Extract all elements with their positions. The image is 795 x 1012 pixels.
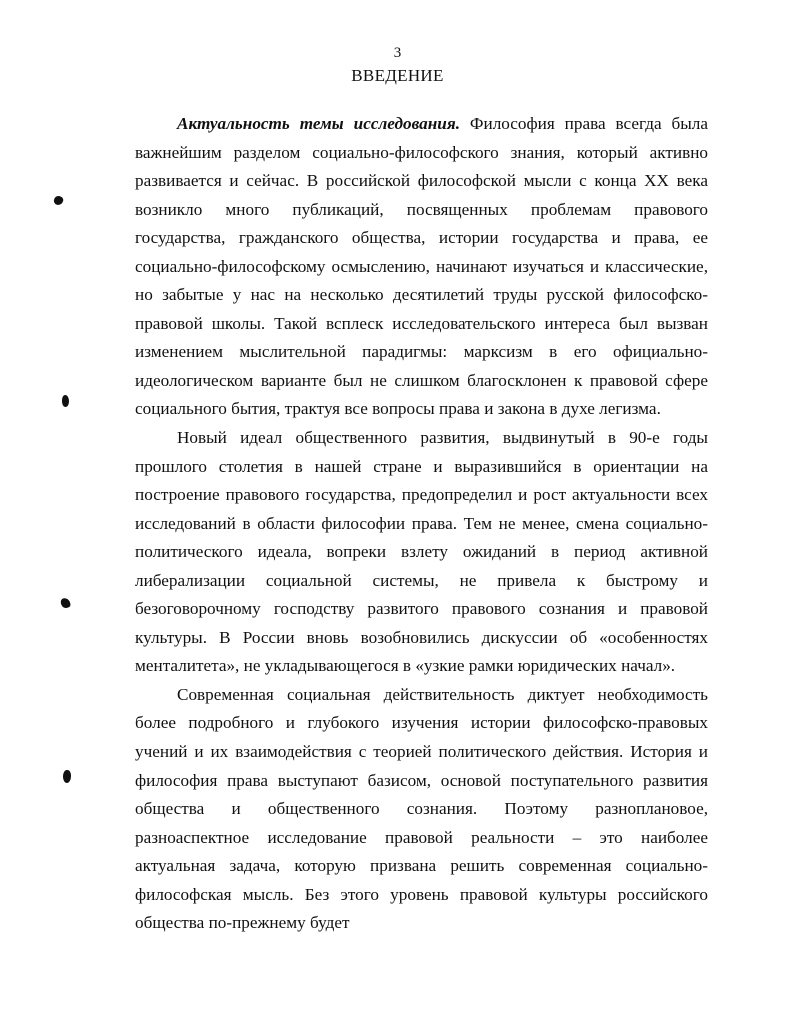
- paragraph-1: [135, 110, 708, 424]
- paragraph-2: [135, 424, 708, 681]
- scan-speck-mark: [62, 395, 69, 407]
- section-heading: ВВЕДЕНИЕ: [351, 66, 444, 85]
- paragraph-text: Современная социальная действительность диктует необходимость более подробного и глубокого изучения истории философско-правовых учений и их взаимодействия с теорией политического действия. История и философия права выступают базисом, основой поступательного развития общества и общественного сознания. Поэтому разноплановое, разноаспектное исследование правовой реальности – это наиболее актуальная задача, которую призвана решить современная социально-философская мысль. Без этого уровень правовой культуры российского общества по-прежнему будет: [135, 684, 708, 933]
- page-number: 3: [393, 45, 402, 61]
- scan-speck-mark: [53, 195, 65, 207]
- scan-speck-mark: [63, 770, 71, 783]
- paragraph-text: Новый идеал общественного развития, выдвинутый в 90-е годы прошлого столетия в нашей стране и выразившийся в ориентации на построение правового государства, предопределил и рост актуальности всех исследований в области философии права. Тем не менее, смена социально-политического идеала, вопреки взлету ожиданий в период активной либерализации социальной системы, не привела к быстрому и безоговорочному господству развитого правового сознания и правовой культуры. В России вновь возобновились дискуссии об «особенностях менталитета», не укладывающегося в «узкие рамки юридических начал».: [135, 428, 708, 676]
- body-text: [135, 110, 708, 938]
- paragraph-lead: Актуальность темы исследования.: [177, 114, 461, 133]
- paragraph-text: Философия права всегда была важнейшим разделом социально-философского знания, который активно развивается и сейчас. В российской философской мысли с конца XX века возникло много публикаций, посвященных проблемам правового государства, гражданского общества, истории государства и права, ее социально-философскому осмыслению, начинают изучаться и классические, но забытые у нас на несколько десятилетий труды русской философско-правовой школы. Такой всплеск исследовательского интереса был вызван изменением мыслительной парадигмы: марксизм в его официально-идеологическом варианте был не слишком благосклонен к правовой сфере социального бытия, трактуя все вопросы права и закона в духе легизма.: [135, 114, 708, 419]
- paragraph-3: [135, 681, 708, 938]
- scan-speck-mark: [60, 597, 71, 609]
